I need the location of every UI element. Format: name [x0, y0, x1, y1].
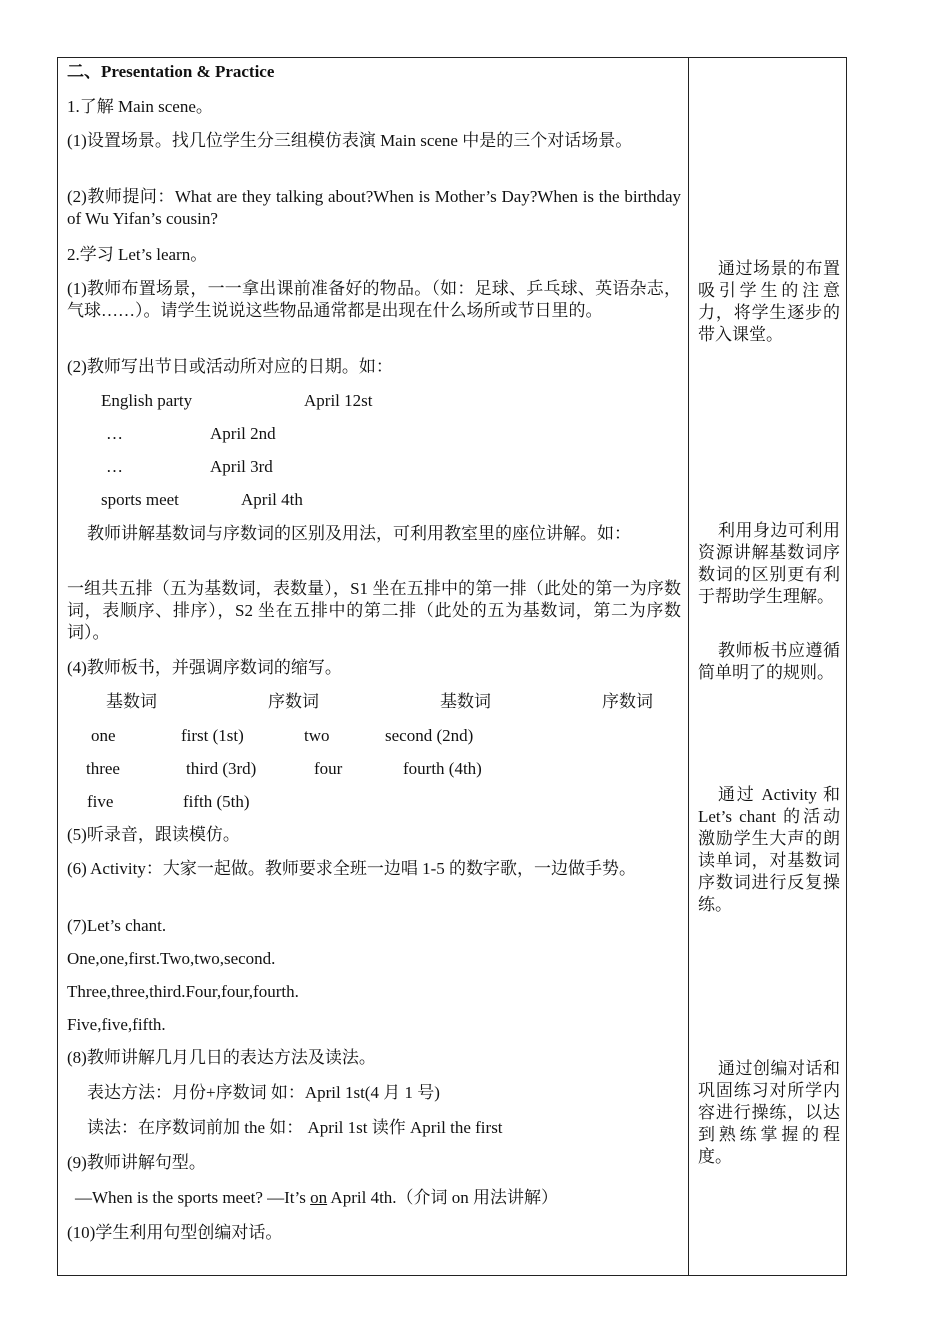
numbers-header: 序数词	[268, 692, 319, 711]
date-value: April 2nd	[210, 424, 276, 443]
seat-example: 一组共五排（五为基数词，表数量），S1 坐在五排中的第一排（此处的第一为序数词，表顺序、排序），S2 坐在五排中的第二排（此处的五为基数词，第二为序数词）。	[67, 579, 681, 642]
chant-line: Five,five,fifth.	[67, 1015, 166, 1034]
numbers-cell: five	[87, 792, 114, 811]
step-10: (10)学生利用句型创编对话。	[67, 1223, 283, 1242]
step-8: (8)教师讲解几月几日的表达方法及读法。	[67, 1048, 376, 1067]
step-9: (9)教师讲解句型。	[67, 1153, 206, 1172]
chant-line: Three,three,third.Four,four,fourth.	[67, 982, 299, 1001]
chant-line: One,one,first.Two,two,second.	[67, 949, 276, 968]
column-divider	[688, 58, 689, 1275]
step-1-1: (1)设置场景。找几位学生分三组模仿表演 Main scene 中是的三个对话场景。	[67, 131, 633, 150]
date-value: April 4th	[241, 490, 303, 509]
numbers-header: 基数词	[440, 692, 491, 711]
step-7: (7)Let’s chant.	[67, 916, 167, 935]
step-1: 1.了解 Main scene。	[67, 97, 213, 116]
sentence-pattern: —When is the sports meet? —It’s on April 4th.（介词 on 用法讲解）	[75, 1188, 559, 1207]
step-1-2: (2)教师提问：What are they talking about?When is Mother’s Day?When is the birthday of Wu Yifan’s cousin?	[67, 187, 681, 228]
step-5: (5)听录音，跟读模仿。	[67, 825, 240, 844]
note-dialogue: 通过创编对话和巩固练习对所学内容进行操练，以达到熟练掌握的程度。	[698, 1059, 840, 1166]
numbers-cell: first (1st)	[181, 726, 244, 745]
date-value: April 3rd	[210, 457, 273, 476]
numbers-cell: one	[91, 726, 116, 745]
date-event: …	[106, 457, 123, 476]
numbers-cell: two	[304, 726, 330, 745]
date-value: April 12st	[304, 391, 373, 410]
on-underline: on	[310, 1188, 328, 1207]
note-board: 教师板书应遵循简单明了的规则。	[698, 641, 840, 682]
numbers-cell: three	[86, 759, 120, 778]
numbers-cell: second (2nd)	[385, 726, 474, 745]
step-4: (4)教师板书，并强调序数词的缩写。	[67, 658, 342, 677]
date-event: English party	[101, 391, 193, 410]
date-expression: 表达方法：月份+序数词 如：April 1st(4 月 1 号)	[87, 1083, 440, 1102]
step-2: 2.学习 Let’s learn。	[67, 245, 208, 264]
section-title: 二、Presentation & Practice	[67, 62, 275, 81]
date-event: …	[106, 424, 123, 443]
explain-cardinal-ordinal: 教师讲解基数词与序数词的区别及用法，可利用教室里的座位讲解。如：	[87, 524, 631, 543]
note-resources: 利用身边可利用资源讲解基数词序数词的区别更有利于帮助学生理解。	[698, 521, 840, 606]
numbers-header: 基数词	[106, 692, 157, 711]
numbers-cell: fourth (4th)	[403, 759, 482, 778]
step-2-1: (1)教师布置场景，一一拿出课前准备好的物品。（如：足球、乒乓球、英语杂志，气球……）。请学生说说这些物品通常都是出现在什么场所或节日里的。	[67, 279, 681, 320]
step-2-2: (2)教师写出节日或活动所对应的日期。如：	[67, 357, 393, 376]
date-event: sports meet	[101, 490, 179, 509]
numbers-cell: third (3rd)	[186, 759, 257, 778]
date-reading: 读法：在序数词前加 the 如： April 1st 读作 April the first	[87, 1118, 503, 1137]
step-6: (6) Activity：大家一起做。教师要求全班一边唱 1-5 的数字歌，一边做手势。	[67, 859, 637, 878]
lesson-plan-table	[57, 57, 847, 1276]
numbers-cell: four	[314, 759, 343, 778]
note-scene: 通过场景的布置吸引学生的注意力，将学生逐步的带入课堂。	[698, 259, 840, 344]
numbers-cell: fifth (5th)	[183, 792, 250, 811]
note-activity: 通过 Activity 和 Let’s chant 的活动激励学生大声的朗读单词，对基数词序数词进行反复操练。	[698, 785, 840, 914]
numbers-header: 序数词	[602, 692, 653, 711]
